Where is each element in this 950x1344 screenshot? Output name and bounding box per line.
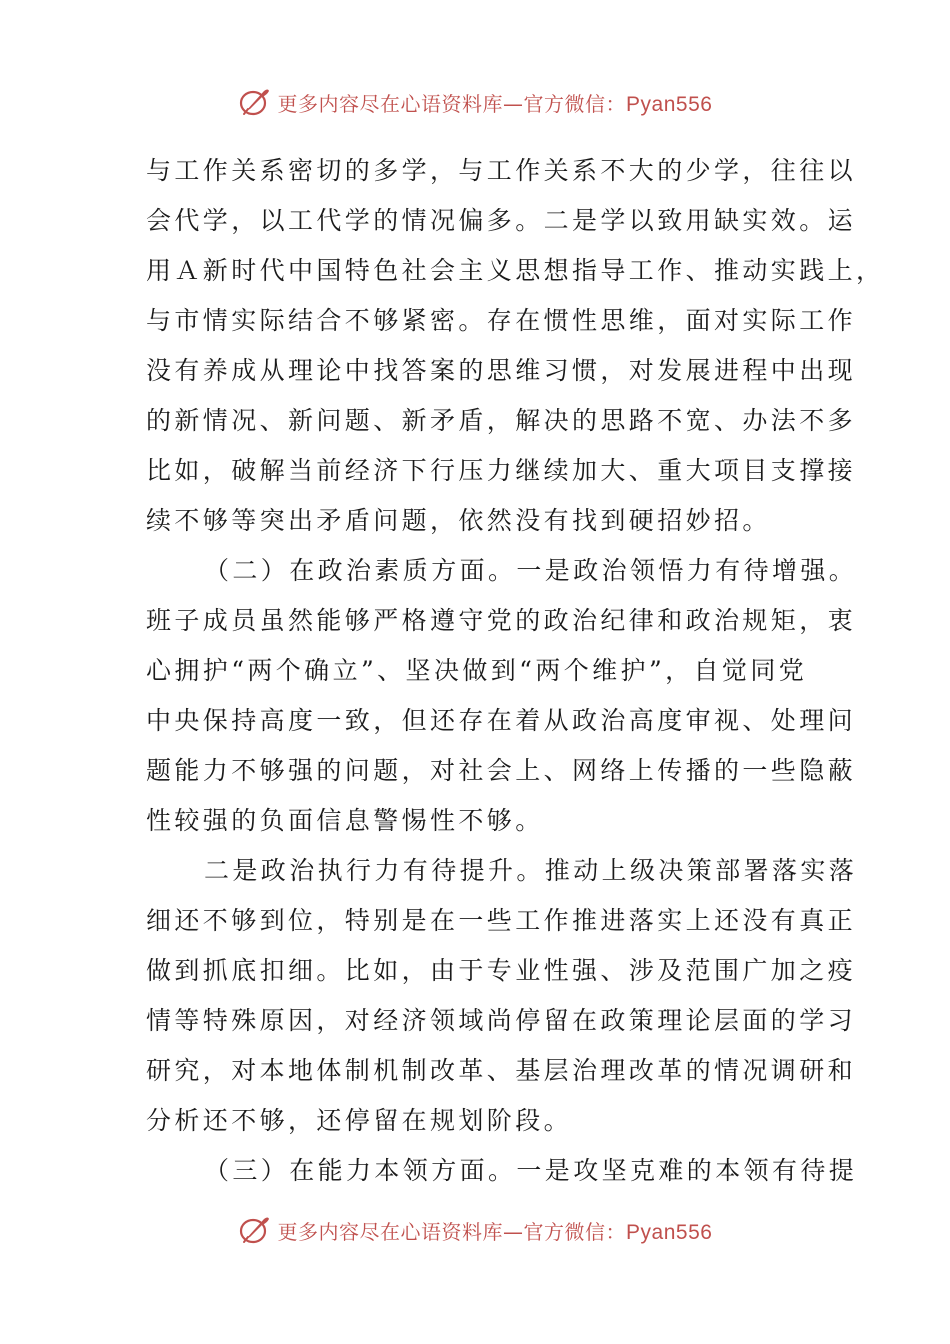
body-text-line: 心拥护“两个确立”、坚决做到“两个维护”，自觉同党 [146, 656, 808, 685]
body-text-line: 比如，破解当前经济下行压力继续加大、重大项目支撑接 [146, 456, 857, 485]
body-text-line: 的新情况、新问题、新矛盾，解决的思路不宽、办法不多 [146, 406, 857, 435]
body-text-line: 二是政治执行力有待提升。推动上级决策部署落实落 [204, 856, 858, 885]
body-text-line: 班子成员虽然能够严格遵守党的政治纪律和政治规矩，衷 [146, 606, 857, 635]
body-text-line: 与工作关系密切的多学，与工作关系不大的少学，往往以 [146, 156, 857, 185]
body-text-line: 与市情实际结合不够紧密。存在惯性思维，面对实际工作 [146, 306, 857, 335]
body-text-line: 分析还不够，还停留在规划阶段。 [146, 1106, 573, 1135]
footer-watermark [0, 1210, 950, 1250]
quill-pen-logo-icon [238, 85, 272, 119]
body-text-line: 续不够等突出矛盾问题，依然没有找到硬招妙招。 [146, 506, 771, 535]
body-text-line: 细还不够到位，特别是在一些工作推进落实上还没有真正 [146, 906, 857, 935]
watermark-text: 更多内容尽在心语资料库—官方微信：Pyan556 [277, 1219, 713, 1244]
watermark-text: 更多内容尽在心语资料库—官方微信：Pyan556 [277, 91, 713, 116]
quill-pen-logo-icon [238, 1213, 272, 1247]
body-text-line: 会代学，以工代学的情况偏多。二是学以致用缺实效。运 [146, 206, 857, 235]
body-text-line: 题能力不够强的问题，对社会上、网络上传播的一些隐蔽 [146, 756, 857, 785]
header-watermark [0, 82, 950, 122]
body-text-line: 做到抓底扣细。比如，由于专业性强、涉及范围广加之疫 [146, 956, 857, 985]
body-text-line: （三）在能力本领方面。一是攻坚克难的本领有待提 [204, 1156, 858, 1185]
body-text-line: 中央保持高度一致，但还存在着从政治高度审视、处理问 [146, 706, 857, 735]
document-body [146, 146, 885, 1196]
body-text-line: 情等特殊原因，对经济领域尚停留在政策理论层面的学习 [146, 1006, 857, 1035]
body-text-line: 研究，对本地体制机制改革、基层治理改革的情况调研和 [146, 1056, 857, 1085]
body-text-line: 没有养成从理论中找答案的思维习惯，对发展进程中出现 [146, 356, 857, 385]
body-text-line: 性较强的负面信息警惕性不够。 [146, 806, 544, 835]
body-text-line: 用Ａ新时代中国特色社会主义思想指导工作、推动实践上， [146, 256, 885, 285]
body-text-line: （二）在政治素质方面。一是政治领悟力有待增强。 [204, 556, 858, 585]
